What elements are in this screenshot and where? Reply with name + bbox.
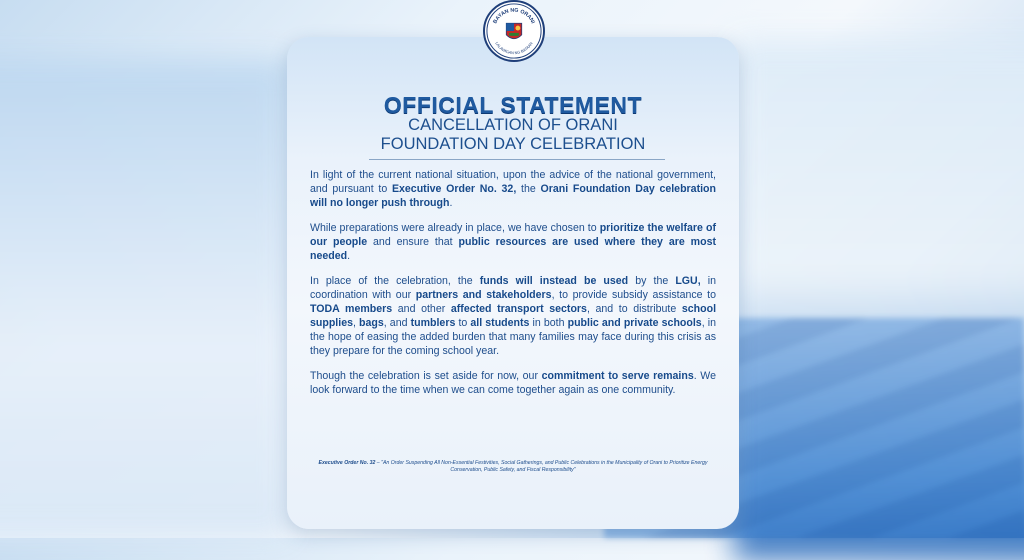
footnote-label: Executive Order No. 32	[318, 460, 376, 466]
paragraph-4	[310, 369, 716, 397]
body-text: and other	[392, 303, 451, 315]
seal-bottom-text: LALAWIGAN NG BATAAN	[494, 41, 534, 56]
statement-body	[310, 168, 716, 408]
emphasis-text: school supplies	[310, 303, 717, 329]
emphasis-text: LGU,	[675, 275, 701, 287]
body-text: Though the celebration is set aside for now, our	[310, 370, 542, 382]
body-text: In place of the celebration, the	[310, 275, 480, 287]
body-text: In light of the current national situation, upon the advice of the national government, and pursuant to	[310, 169, 716, 195]
footnote-text: – "An Order Suspending All Non-Essential Festivities, Social Gatherings, and Public Celebrations in the Municipality of Orani to Prioritize Energy Conservation, Public Safety, and Fiscal Responsibility"	[375, 460, 708, 473]
statement-title: OFFICIAL STATEMENT	[383, 92, 643, 118]
body-text: , and to distribute	[586, 303, 682, 315]
body-text: .	[347, 250, 351, 262]
emphasis-text: all students	[470, 317, 530, 329]
subtitle-line-1: CANCELLATION OF ORANI	[408, 116, 618, 134]
emphasis-text: Executive Order No. 32,	[391, 183, 517, 195]
paragraph-3	[310, 274, 716, 358]
emphasis-text: TODA members	[310, 303, 393, 315]
statement-subtitle	[287, 116, 739, 154]
emphasis-text: public resources are used where they are most needed	[310, 236, 716, 262]
emphasis-text: prioritize the welfare of our people	[310, 222, 716, 248]
emphasis-text: bags	[359, 317, 384, 329]
body-text: .	[449, 197, 453, 209]
emphasis-text: public and private schools	[567, 317, 702, 329]
paragraph-1	[310, 168, 716, 210]
body-text: , in the hope of easing the added burden that many families may face during this crisis as they prepare for the coming school year.	[310, 317, 716, 357]
body-text: by the	[628, 275, 676, 287]
emphasis-text: partners and stakeholders	[415, 289, 552, 301]
body-text: the	[516, 183, 541, 195]
municipal-seal	[483, 0, 545, 62]
body-text: in both	[529, 317, 568, 329]
body-text: and ensure that	[367, 236, 459, 248]
paragraph-2	[310, 221, 716, 263]
body-text: ,	[352, 317, 360, 329]
body-text: , and	[383, 317, 411, 329]
subtitle-line-2: FOUNDATION DAY CELEBRATION	[380, 135, 646, 153]
body-text: . We look forward to the time when we can come together again as one community.	[310, 370, 717, 396]
body-text: , to provide subsidy assistance to	[551, 289, 716, 301]
background-blur-left	[0, 60, 290, 540]
body-text: to	[455, 317, 471, 329]
executive-order-footnote	[306, 460, 720, 474]
body-text: in coordination with our	[310, 275, 716, 301]
emphasis-text: commitment to serve remains	[541, 370, 694, 382]
body-text: While preparations were already in place, we have chosen to	[310, 222, 600, 234]
seal-emblem-icon	[485, 2, 543, 60]
emphasis-text: Orani Foundation Day celebration will no longer push through	[310, 183, 716, 209]
emphasis-text: affected transport sectors	[450, 303, 587, 315]
emphasis-text: tumblers	[410, 317, 456, 329]
title-divider	[369, 159, 665, 160]
seal-top-text: BAYAN NG ORANI	[492, 7, 536, 25]
emphasis-text: funds will instead be used	[479, 275, 629, 287]
